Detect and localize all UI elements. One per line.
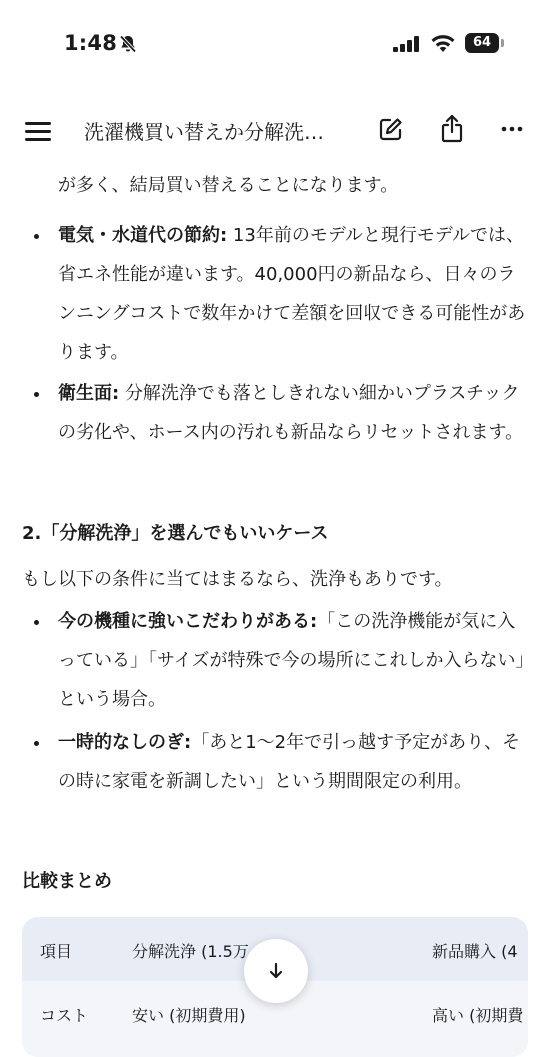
chat-title[interactable]: 洗濯機買い替えか分解洗… <box>84 120 324 144</box>
table-cell: 安い (初期費用) <box>132 1006 246 1025</box>
continued-paragraph: が多く、結局買い替えることになります。 <box>58 175 399 196</box>
list-item-text <box>58 602 530 719</box>
menu-icon[interactable] <box>25 122 51 142</box>
table-cell: コスト <box>40 1006 89 1025</box>
table-header-cell: 新品購入 (4 <box>432 942 518 961</box>
list-item-body: 「この洗浄機能が気に入っている」「サイズが特殊で今の場所にこれしか入らない」という場合。 <box>58 611 525 710</box>
edit-icon[interactable] <box>378 116 404 142</box>
scroll-to-bottom-button[interactable] <box>244 939 308 1003</box>
list-item-body: 分解洗浄でも落としきれない細かいプラスチックの劣化や、ホース内の汚れも新品ならリセットされます。 <box>58 383 524 443</box>
wifi-icon <box>430 34 456 53</box>
list-item-body: 「あと1〜2年で引っ越す予定があり、その時に家電を新調したい」という期間限定の利用。 <box>58 732 521 792</box>
battery-cap <box>501 39 504 47</box>
app-header <box>0 100 551 160</box>
arrow-down-icon <box>266 961 286 981</box>
list-item-bold: 今の機種に強いこだわりがある: <box>58 611 318 632</box>
bullet-dot <box>34 620 39 625</box>
bullet-dot <box>34 234 39 239</box>
list-item-body: 13年前のモデルと現行モデルでは、省エネ性能が違います。40,000円の新品なら、日々のランニングコストで数年かけて差額を回収できる可能性があります。 <box>58 225 526 363</box>
list-item-text <box>58 374 530 452</box>
bullet-dot <box>34 392 39 397</box>
cellular-signal-icon <box>393 36 421 52</box>
battery-indicator: 64 <box>465 33 499 53</box>
bullet-dot <box>34 741 39 746</box>
table-header-cell: 分解洗浄 (1.5万 <box>132 942 249 961</box>
status-time: 1:48 <box>64 31 118 55</box>
list-item-bold: 一時的なしのぎ: <box>58 732 192 753</box>
more-icon[interactable] <box>500 116 524 142</box>
section-heading: 2.「分解洗浄」を選んでもいいケース <box>22 523 329 544</box>
list-item-bold: 電気・水道代の節約: <box>58 225 228 246</box>
bell-muted-icon <box>118 34 138 54</box>
status-bar <box>0 0 551 90</box>
list-item-text <box>58 723 530 801</box>
list-item-bold: 衛生面: <box>58 383 120 404</box>
share-icon[interactable] <box>440 114 464 144</box>
section-heading: 比較まとめ <box>22 871 112 892</box>
list-item-text <box>58 216 530 372</box>
table-header-cell: 項目 <box>40 942 73 961</box>
table-cell: 高い (初期費 <box>432 1006 524 1025</box>
section-intro: もし以下の条件に当てはまるなら、洗浄もありです。 <box>22 569 453 590</box>
